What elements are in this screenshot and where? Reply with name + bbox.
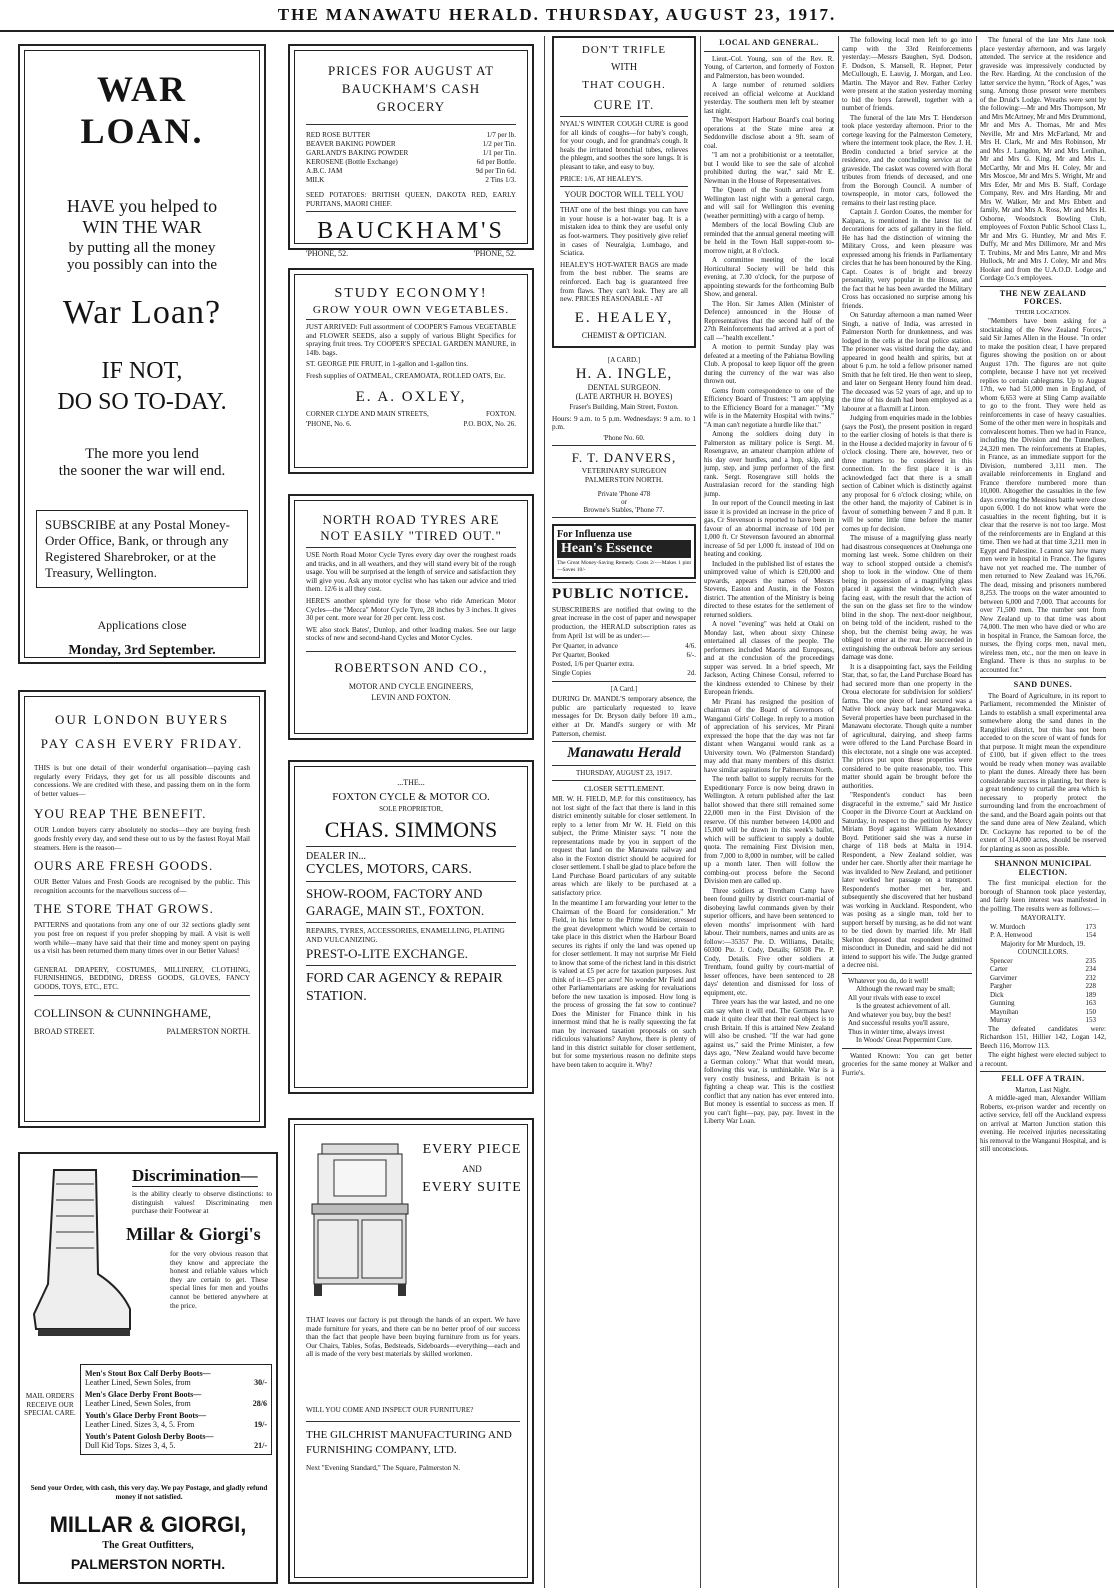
millar-line: Youth's Glace Derby Front Boots— Leather Lined. Sizes 3, 4, 5. From 19/- (85, 1411, 267, 1429)
bauckham-phone-left: 'PHONE, 52. (306, 249, 349, 259)
simmons-ad (288, 760, 534, 1094)
robertson-ad (288, 494, 534, 740)
war-loan-line3: by putting all the money (68, 240, 216, 256)
millar-line: Men's Glace Derby Front Boots— Leather Lined, Sewn Soles, from 28/6 (85, 1390, 267, 1408)
gilchrist-p1: THAT leaves our factory is put through the hands of an expert. We have made furniture for years, and there can be no better proof of our success than the fact that people have been buying furniture from us for years. Our Chairs, Tables, Sofas, Bedsteads, Sideboards—everything—each and all is made of the very best materials by skilled workmen. (306, 1316, 520, 1359)
news-item: The defeated candidates were: Richardson 151, Hillier 142, Logan 142, Beech 116, Morrow 113. (980, 1024, 1106, 1050)
gilchrist-h2: EVERY SUITE (422, 1180, 522, 1195)
healey-h2: WITH (610, 62, 638, 73)
millar-firm: MILLAR & GIORGI, (49, 1512, 247, 1537)
news-item: On Saturday afternoon a man named Weer Singh, a native of India, was arrested in Palmerston North for drunkenness, and was lodged in the cells at the local police station. The prisoner was visited during the day, and appeared in good health and spirits, but at about 6 p.m. he told a fellow prisoner named Smith that he felt tired. He then went to sleep, and later on Sergeant Henry found him dead. The deceased was 52 years of age, and up to the time of his death had been employed as a labourer at a flaxmill at Linton. (842, 311, 972, 413)
war-loan-line1: HAVE you helped to (66, 196, 218, 216)
news-item: Judging from enquiries made in the lobbies (says the Post), the present position in regard to the earlier closing of hotels is that there is in the House a decided majority in favour of 6 o'clock closing. There are, however, two or three matters to be considered in this connection. In the first place it is an acknowledged fact that there is a small section of Cabinet which is distinctly against any proposal for 6 o'clock closing; while, on the other hand, the majority of Cabinet is in favour of something between 7 and 8 p.m. It will be some little time before the matter comes up for decision. (842, 414, 972, 533)
ingle-card (552, 356, 696, 442)
poem-line: In Woods' Great Peppermint Cure. (856, 1036, 953, 1044)
news-item: "Respondent's conduct has been disgraceful in the extreme," said Mr Justice Cooper in the Divorce Court at Auckland on Saturday, in respect to the petition by Mercy Miriam Boyd against William Alexander Boyd. Petitioner said she was a nurse in charge of 118 beds at Malta in 1914. Respondent, a New Zealand soldier, was under her care. Shortly after their marriage he was invalided to New Zealand, and petitioner later worked her passage on a transport. Respondent's mother met her, and subsequently she discovered that her husband was working in Auckland. Respondent, who was posing as a single man, told her to support herself by nursing, as he did not want to be tied down by married life. Mr Hall Skelton deposed that respondent admitted misconduct in Dunedin, and said he did not intend to support his wife. The Judge granted a decree nisi. (842, 791, 972, 969)
ingle-card-label: [A CARD.] (607, 355, 641, 364)
news-item: A middle-aged man, Alexander William Roberts, ex-prison warder and recently on active service, fell off the Auckland express on arrival at Marton Junction station this evening. He received injuries necessitating his removal to the Wanganui Hospital, and is still unconscious. (980, 1094, 1106, 1153)
london-title2: PAY CASH EVERY FRIDAY. (40, 736, 244, 751)
oxley-p2: ST. GEORGE PIE FRUIT, in 1-gallon and 1-gallon tins. (306, 360, 469, 369)
millar-name: Millar & Giorgi's (126, 1224, 261, 1244)
local-item: Three years has the war lasted, and no one can say when it will end. The Germans have made it quite clear that their real object is to crush Britain. If this is attained New Zealand will also be crushed. "If the war had gone against us," said the Prime Minister, a few days ago, "New Zealand would have become a German colony." What that would mean, following this war, is unthinkable. War is a very costly business, and Britain is not fighting a cheap war. This is the costliest conflict that any nation has ever entered into. But money is essential to success as men. If you can't fight—pay, pay, pay. Invest in the Liberty War Loan. (704, 998, 834, 1125)
news-column-5 (842, 36, 972, 1586)
millar-heading: Discrimination— (132, 1166, 258, 1185)
war-loan-subscribe: SUBSCRIBE at any Postal Money-Order Office, Bank, or through any Registered Sharebroker, or at the Treasury, Wellington. (36, 510, 248, 588)
herald-name: Manawatu Herald (567, 745, 681, 762)
poem (842, 977, 972, 1045)
train-head: FELL OFF A TRAIN. (1001, 1074, 1085, 1083)
local-item: In our report of the Council meeting in last issue it is provided an increase in the price of gas, Cr Stevenson is reported to have been in favour of an abnormal increase of 10d per 1,000 ft. Cr Stevenson favoured an abnormal increase of 5d per 1,000 ft. instead of 10d on heating and cooking. (704, 499, 834, 558)
war-loan-close: Applications close (97, 618, 187, 632)
war-loan-ifnot: IF NOT, (101, 358, 183, 384)
london-goods: GENERAL DRAPERY, COSTUMES, MILLINERY, CLOTHING, FURNISHINGS, BEDDING, DRESS GOODS, GLOVES, FANCY GOODS, TOYS, ETC., ETC. (34, 965, 250, 991)
oxley-addr: CORNER CLYDE AND MAIN STREETS, (306, 409, 429, 418)
danvers-town: PALMERSTON NORTH. (584, 474, 664, 484)
poem-line: Although the reward may be small; (856, 985, 955, 993)
ingle-hours: Hours: 9 a.m. to 5 p.m. Wednesdays: 9 a.m. to 1 p.m. (552, 414, 696, 432)
local-item: The tenth ballot to supply recruits for the Expeditionary Force is now being drawn in Wellington. A return published after the last ballot showed that there still remained some 22,000 men in the First Division of the reserve. Of this number between 14,000 and 15,000 will be drawn in this week's ballot, which will be sufficient to supply a double quota. The remaining First Division men, from 7,000 to 8,000 in number, will be called up a month later. Then will follow the combing-out process before the Second Division men are called up. (704, 775, 834, 885)
news-item: The misuse of a magnifying glass nearly had disastrous consequences at Onehunga one morning last week. Some children on their way to school stopped outside a chemist's shop to look in the window. One of them being in possession of a magnifying glass placed it against the window, which was facing east, with the result that the action of the sun on the glass set fire to the window blind in the shop. The next-door neighbour, on being told of the incident, rushed to the shop, but the chemist being away, he was obliged to enter at the rear. He succeeded in extinguishing the outbreak before any serious damage was done. (842, 534, 972, 661)
gilchrist-name: THE GILCHRIST MANUFACTURING AND FURNISHING COMPANY, LTD. (306, 1429, 512, 1456)
simmons-name: CHAS. SIMMONS (324, 817, 498, 842)
bauckham-name: BAUCKHAM'S (317, 218, 505, 245)
bauckham-phone-right: 'PHONE, 52. (473, 249, 516, 259)
london-p1: THIS is but one detail of their wonderful organisation—paying cash regularly every Fridays, they get for us all possible discounts and concessions. We are credited with these, and passing them on in the form of better values— (34, 764, 250, 798)
millar-giorgi-ad (18, 1152, 278, 1584)
poem-line: Thus in winter time, always invest (848, 1027, 945, 1036)
councillors-head: COUNCILLORS. (1017, 948, 1069, 956)
local-item: The Queen of the South arrived from Wellington last night with a general cargo, and will sail for Wellington this evening (weather permitting) with a cargo of hemp. (704, 186, 834, 220)
war-loan-line4: you possibly can into the (67, 257, 217, 273)
gilchrist-and: AND (462, 1164, 482, 1174)
millar-mail: MAIL ORDERS RECEIVE OUR SPECIAL CARE. (24, 1392, 76, 1418)
bauckham-seed: SEED POTATOES: BRITISH QUEEN, DAKOTA RED, EARLY PURITANS, MAORI CHIEF. (306, 191, 516, 208)
healey-h4: CURE IT. (593, 97, 655, 112)
public-notice-body: SUBSCRIBERS are notified that owing to the great increase in the cost of paper and newspaper production, the HERALD subscription rates as from April 1st will be as under:— (552, 605, 696, 640)
column-3 (552, 36, 696, 1586)
london-p4: PATTERNS and quotations from any one of our 32 sections gladly sent you post free on request if you prefer shopping by mail. A visit is well worth while—many have said that their time and money spent on paying us a visit has been returned them many times over in our Better Values! (34, 921, 250, 956)
sand-dunes-head: SAND DUNES. (1013, 680, 1073, 689)
millar-line: Men's Stout Box Calf Derby Boots— Leather Lined, Sewn Soles, from 30/- (85, 1369, 267, 1387)
oxley-title2: GROW YOUR OWN VEGETABLES. (312, 304, 510, 316)
oxley-title1: STUDY ECONOMY! (334, 286, 488, 301)
london-p2: OUR London buyers carry absolutely no stocks—they are buying fresh goods freshly every day, and send these out to us by the fastest Royal Mail steamers. Here is the reason— (34, 826, 250, 852)
news-item: The funeral of the late Mrs T. Henderson took place yesterday afternoon. Prior to the cortege leaving for the Palmerston Cemetery, where the interment took place, the Rev. J. H. Bredin conducted a brief service at the residence, and the concluding service at the graveside. The casket was covered with floral tributes from friends of deceased, and one from the Borough Council. A number of townspeople, in motor cars, followed the remains to their last resting place. (842, 113, 972, 207)
london-street: BROAD STREET. (34, 1026, 95, 1036)
healey-doc: YOUR DOCTOR WILL TELL YOU (564, 190, 684, 200)
london-h3: OURS ARE FRESH GOODS. (34, 858, 214, 874)
healey-price: PRICE: 1/6, AT HEALEY'S. (560, 174, 643, 183)
danvers-role: VETERINARY SURGEON (581, 465, 667, 475)
simmons-show: SHOW-ROOM, FACTORY AND GARAGE, MAIN ST., FOXTON. (306, 886, 485, 918)
hean-for: For Influenza use (557, 528, 632, 540)
war-loan-line2: WIN THE WAR (82, 217, 202, 237)
gilchrist-h1: EVERY PIECE (422, 1142, 522, 1157)
oxley-town: FOXTON. (485, 409, 516, 418)
danvers-card (552, 450, 696, 514)
london-firm: COLLINSON & CUNNINGHAME, (34, 1005, 211, 1020)
healey-ad (552, 36, 696, 348)
danvers-name: F. T. DANVERS, (571, 449, 677, 465)
london-town: PALMERSTON NORTH. (166, 1026, 250, 1036)
nz-forces-head: THE NEW ZEALAND FORCES. (999, 288, 1087, 306)
news-item: The eight highest were elected subject to a recount. (980, 1051, 1106, 1068)
ingle-role: DENTAL SURGEON. (587, 382, 661, 392)
local-item: A novel "evening" was held at Otaki on Monday last, when about sixty Chinese entertained all classes of the people. The performers included Maoris and Europeans, and at the conclusion of the proceedings supper was served. In a brief speech, Mr Jackson, Acting Chinese Consul, referred to the kindness extended to Chinese by their European friends. (704, 620, 834, 696)
oxley-p1: JUST ARRIVED: Full assortment of COOPER'S Famous VEGETABLE and FLOWER SEEDS, also a supply of various Blight Specifics for spraying fruit trees. Try COOPER'S SPECIAL GARDEN MANURE, in 14lb. bags. (306, 323, 516, 357)
sideboard-illustration (304, 1140, 416, 1300)
news-item: The following local men left to go into camp with the 33rd Reinforcements yesterday:—Messrs Baughen, Syd. Dodson, F. Dodson, S. Mansell, R. Hepner, Peter McCullough, E. Lauvig, J. Morgan, and Leo. Martin. The Mayor and Rev. Father Cerley were present at the station yesterday morning to bid the boys farewell, together with a number of friends. (842, 36, 972, 112)
mandl-body: DURING Dr. MANDL'S temporary absence, the public are particularly requested to leave messages for Dr. Bryson daily before 10 a.m., either at Dr. Mandl's surgery or with Mr Patterson, chemist. (552, 695, 696, 738)
local-item: A committee meeting of the local Horticultural Society will be held this evening, at 7.30 o'clock, for the purpose of appointing stewards for the forthcoming Bulb Show, and general. (704, 256, 834, 298)
price-row: RED ROSE BUTTER 1/7 per lb. (306, 131, 516, 139)
healey-p1: NYAL'S WINTER COUGH CURE is good for all kinds of coughs—for baby's cough, for your cough, and for grandma's cough. It heals the irritated bronchial tubes, relieves the phlegm, and soothes the sore lungs. It is pleasant to take, and easy to buy. (560, 120, 688, 171)
news-item: Captain J. Gordon Coates, the member for Kaipara, is mentioned in the latest list of decorations for acts of gallantry in the field. He has had the distinction of winning the Military Cross, and keen pleasure was expressed among his friends in Parliamentary circles that he has been honoured by the King. Capt. Coates is of bright and breezy personality, very popular in the House, and the fact that he has been awarded the Military Cross has occasioned no surprise among his friends. (842, 208, 972, 310)
ingle-bldg: Fraser's Building, Main Street, Foxton. (569, 402, 679, 411)
local-item: Included in the published list of estates the unimproved value of which is £20,000 and upwards, appears the names of Messrs Stevens, Easton and Austin, in the Foxton district. The attention of the Ministry is being directed to these estates for the settlement of returned soldiers. (704, 559, 834, 619)
herald-p1: MR. W. H. FIELD, M.P. for this constituency, has not lost sight of the fact that there is land in this district eminently suitable for closer settlement. In reply to a letter from Mr W. H. Field on this subject, the Prime Minister says: "I note the representations made by you in support of the request that land on the Manawatu railway and also in the Foxton district should be acquired for closer settlement. I shall be glad to place before the Land Purchase Board particulars of any suitable areas which are likely to be purchased at a satisfactory price. (552, 795, 696, 897)
simmons-the: ...THE... (397, 778, 425, 787)
london-buyers-ad (18, 690, 266, 1128)
news-item: The Board of Agriculture, in its report to Parliament, recommended the Minister of Lands to establish a small experimental area somewhere along the sand dunes in the Rangitikei district, but this has not been acceded to on the score of want of funds for that purpose. It might mean the expenditure of £100, but if given effect to the trees would be ready when money was available to plant the dunes. Already there has been considerable success in planting, but there is a great tendency to curtail the area which is necessary to properly protect the surrounding land from the encroachment of the sand, and the Board again points out that the sand dune area of New Zealand, which Dr. Cockayne has reported to be of the extent of 314,000 acres, should be reserved for planting as soon as possible. (980, 691, 1106, 853)
public-notice (552, 586, 696, 678)
hean-ad (552, 524, 696, 579)
robertson-title1: NORTH ROAD TYRES ARE (322, 512, 500, 527)
boot-illustration (26, 1164, 136, 1344)
oxley-p3: Fresh supplies of OATMEAL, CREAMOATA, ROLLED OATS, Etc. (306, 371, 506, 380)
mayoralty-head: MAYORALTY. (1020, 914, 1066, 922)
poem-line: And successful results you'll assure, (848, 1019, 949, 1027)
simmons-sole: SOLE PROPRIETOR, (379, 805, 443, 813)
oxley-box: P.O. BOX, No. 26. (463, 419, 516, 428)
poem-line: Whatever you do, do it well! (848, 976, 929, 985)
millar-lines (80, 1364, 272, 1455)
robertson-p2: HERE'S another splendid tyre for those who ride American Motor Cycles—the "Mecca" Motor Cycle Tyre, 28 inches by 3 inches. It gives 30 per cent. more wear for 20 per cent. less cost. (306, 596, 516, 623)
millar-body: for the very obvious reason that they know and appreciate the honest and reliable values which they are certain to get. These special lines for men and youths cannot be bettered anywhere at the price. (170, 1250, 268, 1310)
local-item: Among the soldiers doing duty in Palmerston as military police is Sergt. M. Rosengrave, an amateur champion athlete of his day over hurdles, and a hop, skip, and jump, step, and jump performer of the first rank. Sergt. Rosengrave still holds the Australasian record for the standing high jump. (704, 430, 834, 498)
herald-date: THURSDAY, AUGUST 23, 1917. (576, 769, 672, 778)
simmons-cycles: CYCLES, MOTORS, CARS. (306, 862, 472, 877)
robertson-p3: WE also stock Bates', Dunlop, and other leading makes. See our large stocks of new and second-hand Cycles and Motor Cycles. (306, 625, 516, 643)
train-dateline: Marton, Last Night. (1015, 1085, 1071, 1094)
mandl-card (552, 685, 696, 738)
oxley-name: E. A. OXLEY, (355, 388, 467, 405)
local-general-column (704, 36, 834, 1586)
news-item: The first municipal election for the borough of Shannon took place yesterday, and fairly keen interest was manifested in the polling. The results were as follows:— (980, 879, 1106, 913)
hean-name: Hean's Essence (557, 540, 691, 558)
war-loan-date: Monday, 3rd September. (68, 643, 216, 658)
council-results: Spencer 235 Carter 234 Garvimer 232 Pargher 228 Dick 189 Gunning 163 Maynihan 150 Murray 153 (990, 956, 1096, 1024)
war-loan-more1: The more you lend (85, 446, 199, 462)
local-item: A large number of returned soldiers received an official welcome at Auckland yesterday. The southern men left by steamer last night. (704, 81, 834, 115)
shannon-head: SHANNON MUNICIPAL ELECTION. (994, 859, 1092, 877)
london-title1: OUR LONDON BUYERS (54, 712, 230, 727)
poem-line: And whatever you buy, buy the best! (848, 1010, 952, 1019)
millar-line: Youth's Patent Golosh Derby Boots— Dull Kid Tops. Sizes 3, 4, 5. 21/- (85, 1432, 267, 1450)
local-item: A motion to permit Sunday play was defeated at a meeting of the Pahiatua Bowling Club. A proposal to keep liquor off the green during the currency of the war was also thrown out. (704, 343, 834, 385)
news-item: "Members have been asking for a stocktaking of the New Zealand Forces," said Sir James Allen in the House. "In order to make the position clear, I have prepared figures showing the position on or about August 17th. The figures are not quite complete, because I have not yet received replies to certain cablegrams. Up to August 17th, we had 51,000 men in England, of whom 6,653 were at Sling Camp available to go to the front. They were held as reinforcements in case of heavy casualties. Some of the other men were in hospitals and convalescent homes. Then we had in France, including the Division and the Tunnellers, 24,320 men. The reinforcements at Etaples, in France, as an immediate support for the Division, numbered 3,111 men. The available reinforcements in England and France therefore numbered more than 10,000. Altogether the casualties in the few days covering the Messines battle were close upon 6,000. I do not know what were the casualties in the recent fighting, but it is clear that the reserve is not too large. Most of the reinforcements are in England at this time. Then we had at that time 3,211 men in Egypt and Palestine. I cannot say how many men were in hospital in France. The figures have not yet reached me. The number of men returned to New Zealand was 16,766. The dead, missing and prisoners numbered 8,253. The troops on the water amounted to between 6,000 and 7,000. That accounts for over 71,500 men. The number sent from New Zealand up to that time was about 74,000. The men who have died or who are in hospital in France, the Samoan force, the nurses, the flying corps men, naval men, wireless men, etc., nor the men on leave in England. There is thus no surplus to be accounted for." (980, 317, 1106, 674)
herald-p2: In the meantime I am forwarding your letter to the Chairman of the Board for consideration." Mr Field, in his letter to the Prime Minister, stressed the great development which would be certain to take place in this district when the Harbour Board secures its rights if only the land was opened up for closer settlement. It may not surprise Mr Field to know that some of the richest land in this district is valued at £5 per acre for taxation purposes. Just think of it—£5 per acre! No wonder Mr Field and other Parliamentarians are asking for revaluations before the new taxation is imposed. How long is the process of grossing the fat sow to continue? Does the Minister for Finance think in his innermost mind that he is really squeezing the fat man by increased taxation proposals on such ridiculous valuations? Anyhow, there is plenty of land in this district suitable for closer settlement, but for some mysterious reason no definite steps have been taken to acquire it. Why? (552, 899, 696, 1069)
news-item: It is a disappointing fact, says the Feilding Star, that, so far, the Land Purchase Board has had secured more than one property in the Oroua electorate for subdivision for soldiers' farms. The one piece of land secured was a Native block away back near Mangaweka. Several properties have been purchased in the Manawatu electorate. Though quite a number of agricultural, dairying, and sheep farms were offered to the Land Purchase Board in this electorate, not a single one was accepted. The prices put upon these properties were considered to be quite reasonable, too. This matter should again be brought before the authorities. (842, 662, 972, 790)
local-item: Lieut.-Col. Young, son of the Rev. R. Young, of Carterton, and formerly of Foxton and Palmerston, has been wounded. (704, 54, 834, 80)
war-loan-doso: DO SO TO-DAY. (57, 389, 227, 415)
robertson-name: ROBERTSON AND CO., (334, 659, 488, 675)
millar-town: PALMERSTON NORTH. (70, 1556, 226, 1572)
london-h2: YOU REAP THE BENEFIT. (34, 806, 207, 822)
poem-line: Is the greatest achievement of all. (856, 1002, 951, 1010)
herald-editorial (552, 745, 696, 1069)
danvers-or: or (621, 497, 627, 506)
poem-line: All your rivals with ease to excel (848, 993, 941, 1002)
simmons-ford: FORD CAR AGENCY & REPAIR STATION. (306, 971, 503, 1004)
local-item: "I am not a prohibitionist or a teetotaller, but I would like to see the sale of alcohol prohibited during the war," said Mr E. Newman in the House of Representatives. (704, 151, 834, 185)
war-loan-title: WAR LOAN. (80, 69, 204, 151)
healey-p3: HEALEY'S HOT-WATER BAGS are made from the best rubber. The seams are reinforced. Each bag is guaranteed free from flaws. They can't leak. They are all new. PRICES REASONABLE - AT (560, 260, 688, 304)
gilchrist-ad (288, 1118, 534, 1584)
ingle-phone: 'Phone No. 60. (603, 433, 645, 442)
majority: Majority for Mr Murdoch, 19. (1000, 939, 1086, 948)
millar-outfit: The Great Outfitters, (102, 1540, 194, 1551)
masthead (0, 0, 1114, 32)
healey-name: E. HEALEY, (574, 309, 674, 326)
bauckham-ad (288, 44, 534, 259)
robertson-title2: NOT EASILY "TIRED OUT." (320, 528, 502, 543)
price-row: MILK 2 Tins 1/3. (306, 176, 516, 184)
simmons-repairs: REPAIRS, TYRES, ACCESSORIES, ENAMELLING, PLATING AND VULCANIZING. (306, 926, 505, 944)
mandl-card-label: [A Card.] (610, 685, 638, 694)
local-item: The Hon. Sir James Allen (Minister of Defence) announced in the House of Representatives that the second half of the 27th Reinforcements had arrived at a port of call —"health excellent." (704, 299, 834, 342)
healey-sub: CHEMIST & OPTICIAN. (581, 330, 667, 340)
simmons-dealer: DEALER IN... (306, 851, 366, 862)
oxley-ad (288, 268, 534, 474)
oxley-phone: 'PHONE, No. 6. (306, 419, 352, 428)
robertson-sub: MOTOR AND CYCLE ENGINEERS, (348, 681, 474, 691)
masthead-title: THE MANAWATU HERALD. THURSDAY, AUGUST 23, 1917. (277, 5, 837, 24)
news-item: The funeral of the late Mrs Jane took place yesterday afternoon, and was largely attended. The service at the residence and graveside was impressively conducted by the Rev. Harding. At the conclusion of the latter service the hymn, "Rock of Ages," was sung. Among those present were members of the Druid's Lodge. Wreaths were sent by the following:—Mr and Mrs Thompson, Mr and Mrs McArtney, Mr and Mrs Drummond, Mr and Mrs A. Thomas, Mr and Mrs Neville, Mr and Mrs McFarland, Mr and Mrs H. Clark, Mr and Mrs Robinson, Mr and Mrs J. Langdon, Mr and Mrs Lenihan, Mr and Mrs G. King, Mr and Mrs L. McCarthy, Mr and Mrs H. Coley, Mr and Mrs Moscoe, Mr and Mrs S. Wright, Mr and Mrs Eder, Mr and Mrs B. Staff, Cordage Company, Rev. and Mrs Harding, Mr and Mrs W. Walker, Mr and Mrs Ebbett and family, Mr and Mrs A. Ross, Mr and Mrs H. Osborne, Woodstock Bowling Club, employees of Foxton Public School Class L, Mr and Mrs G. Huntley, Mr and Mrs F. Duffy, Mr and Mrs Dillimore, Mr and Mrs T. Trubins, Mr and Mrs Lanre, Mr and Mrs Hullock, Mr and Mrs J. Coley, Mr and Mrs Hooker and from the U.A.O.D. Lodge and Cordage Co.'s employees. (980, 36, 1106, 282)
local-item: Members of the local Bowling Club are reminded that the annual general meeting will be held in the Town Hall supper-room to-morrow night, at 8 o'clock. (704, 221, 834, 255)
local-item: Three soldiers at Trentham Camp have been found guilty by district court-martial of disobeying lawful commands given by their superior officers, and have been sentenced to eleven months' imprisonment with hard labour. Their numbers, names and units are as follow:—35357 Pte. D. Williams, Details; 60300 Pte. J. Cody, Details; 60508 Pte. P. Cody, Details. Five other soldiers at Trentham, found guilty by court-martial of lesser offences, have been sentenced to 28 days' detention and dismissed for loss of equipment, etc. (704, 886, 834, 997)
public-notice-rates: Per Quarter, in advance 4/6. Per Quarter, Booked 6/-. Posted, 1/6 per Quarter extra. Single Copies 2d. (552, 642, 696, 678)
local-item: Gems from correspondence to one of the Efficiency Board of Trustees: "I am applying to the Efficiency Board for a manager." "My wife is in the Maternity Hospital with twins." "A man can't negotiate a hurdle like that." (704, 386, 834, 429)
herald-head: CLOSER SETTLEMENT. (583, 784, 665, 794)
public-notice-title: PUBLIC NOTICE. (552, 585, 690, 602)
nz-forces-sub: THEIR LOCATION. (1015, 308, 1071, 316)
war-loan-ad (18, 44, 266, 664)
hean-sub: The Great Money-Saving Remedy. Costs 2/-—Makes 1 pint—Saves 10/- (557, 559, 691, 573)
simmons-prest: PREST-O-LITE EXCHANGE. (306, 946, 469, 961)
robertson-town: LEVIN AND FOXTON. (371, 692, 451, 702)
price-row: A.B.C. JAM 9d per Tin 6d. (306, 167, 516, 175)
price-row: KEROSENE (Bottle Exchange) 6d per Bottle. (306, 158, 516, 166)
millar-send: Send your Order, with cash, this very day. We pay Postage, and gladly refund money if not satisfied. (30, 1484, 268, 1501)
london-h4: THE STORE THAT GROWS. (34, 901, 214, 917)
local-item: The Westport Harbour Board's coal boring operations at the State mine area at Seddonville disclose about a 9ft. seam of coal. (704, 116, 834, 150)
war-loan-big: War Loan? (62, 294, 222, 331)
healey-h1: DON'T TRIFLE (581, 44, 667, 56)
local-item: Mr Pirani has resigned the position of chairman of the Board of Governors of Wanganui Girls' College. In reply to a motion of appreciation of his services, Mr Pirani expressed the hope that the day was not far distant when Wanganui would rank as a University town. Wo (Palmerston Standard) may add that many members of this district have similar aspirations for Palmerston North. (704, 697, 834, 774)
danvers-phone1: Private 'Phone 478 (597, 489, 651, 498)
danvers-phone2: Browne's Stables, 'Phone 77. (583, 505, 665, 514)
bauckham-items (306, 131, 516, 185)
simmons-firm: FOXTON CYCLE & MOTOR CO. (332, 791, 490, 803)
price-row: BEAVER BAKING POWDER 1/2 per Tin. (306, 140, 516, 148)
news-column-6 (980, 36, 1106, 1586)
healey-p2: THAT one of the best things you can have in your house is a hot-water bag. It is a mistaken idea to think they are useful only as foot-warmers. They positively give relief in cases of Neuralgia, Lumbago, and Sciatica. (560, 206, 688, 258)
healey-h3: THAT COUGH. (582, 79, 666, 91)
ingle-name: H. A. INGLE, (575, 365, 673, 382)
mayor-results: W. Murdoch 173 P. A. Henwood 154 (990, 922, 1096, 939)
london-p3: OUR Better Values and Fresh Goods are recognised by the public. This recognition accounts for the marvellous success of— (34, 878, 250, 895)
local-general-head: LOCAL AND GENERAL. (719, 38, 819, 47)
wanted-known: Wanted Known: You can get better groceries for the same money at Walker and Furrie's. (842, 1051, 972, 1077)
price-row: GARLAND'S BAKING POWDER 1/1 per Tin. (306, 149, 516, 157)
bauckham-title: PRICES FOR AUGUST AT BAUCKHAM'S CASH GROCERY (327, 63, 495, 114)
millar-sub: is the ability clearly to observe distinctions: to distinguish values! Discriminating men purchase their Footwear at (132, 1190, 272, 1216)
robertson-p1: USE North Road Motor Cycle Tyres every day over the roughest roads and tracks, and in all weathers, and they will stand every bit of the rough usage. You will be surprised at the length of service and satisfaction they will give you. Ask any motor cyclist who has taken our advice and tried them. 12/6 is all they cost. (306, 551, 516, 594)
ingle-late: (LATE ARTHUR H. BOYES) (575, 391, 673, 401)
gilchrist-p2: WILL YOU COME AND INSPECT OUR FURNITURE? (306, 1406, 474, 1414)
war-loan-more2: the sooner the war will end. (58, 463, 226, 479)
gilchrist-addr: Next "Evening Standard," The Square, Palmerston N. (306, 1464, 461, 1472)
